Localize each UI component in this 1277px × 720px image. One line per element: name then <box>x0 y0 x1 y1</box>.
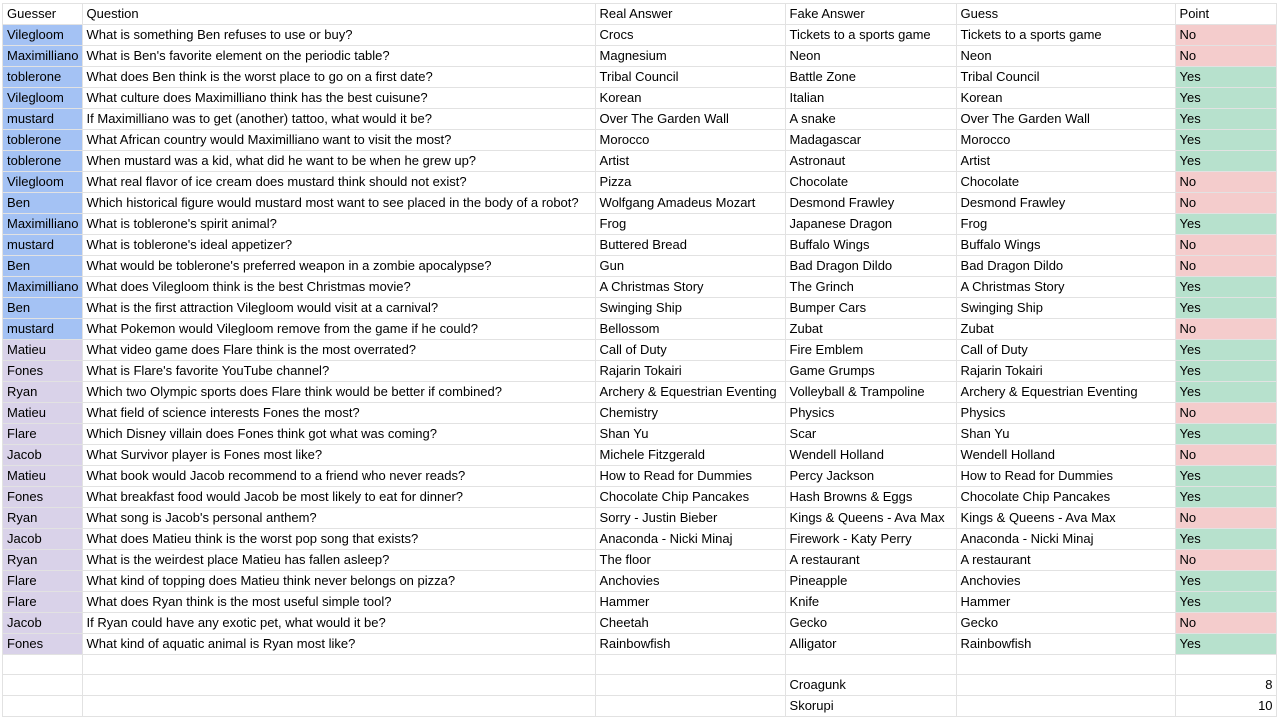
guess-cell[interactable]: Shan Yu <box>956 424 1175 445</box>
question-cell[interactable]: What is the first attraction Vilegloom would visit at a carnival? <box>82 298 595 319</box>
table-row <box>3 613 1277 634</box>
question-cell[interactable]: If Ryan could have any exotic pet, what would it be? <box>82 613 595 634</box>
question-cell[interactable]: What real flavor of ice cream does mustard think should not exist? <box>82 172 595 193</box>
guesser-cell[interactable]: Matieu <box>3 403 83 424</box>
question-cell[interactable]: What is Flare's favorite YouTube channel? <box>82 361 595 382</box>
fake-answer-cell[interactable]: Alligator <box>785 634 956 655</box>
header-guess[interactable]: Guess <box>956 4 1175 25</box>
total-team-name[interactable]: Croagunk <box>785 675 956 696</box>
point-cell[interactable]: Yes <box>1175 151 1276 172</box>
point-cell[interactable]: Yes <box>1175 466 1276 487</box>
fake-answer-cell[interactable]: Volleyball & Trampoline <box>785 382 956 403</box>
real-answer-cell[interactable]: Frog <box>595 214 785 235</box>
point-cell[interactable]: Yes <box>1175 361 1276 382</box>
question-cell[interactable]: What does Matieu think is the worst pop song that exists? <box>82 529 595 550</box>
empty-cell[interactable] <box>595 675 785 696</box>
table-row <box>3 319 1277 340</box>
real-answer-cell[interactable]: Archery & Equestrian Eventing <box>595 382 785 403</box>
table-row <box>3 592 1277 613</box>
empty-cell[interactable] <box>956 655 1175 675</box>
table-row <box>3 88 1277 109</box>
fake-answer-cell[interactable]: Astronaut <box>785 151 956 172</box>
fake-answer-cell[interactable]: Battle Zone <box>785 67 956 88</box>
table-row <box>3 25 1277 46</box>
guesser-cell[interactable]: Flare <box>3 424 83 445</box>
fake-answer-cell[interactable]: Physics <box>785 403 956 424</box>
guesser-cell[interactable]: Fones <box>3 487 83 508</box>
real-answer-cell[interactable]: Michele Fitzgerald <box>595 445 785 466</box>
guesser-cell[interactable]: Ben <box>3 298 83 319</box>
guess-cell[interactable]: Gecko <box>956 613 1175 634</box>
question-cell[interactable]: What does Vilegloom think is the best Christmas movie? <box>82 277 595 298</box>
point-cell[interactable]: Yes <box>1175 634 1276 655</box>
empty-cell[interactable] <box>82 655 595 675</box>
real-answer-cell[interactable]: Buttered Bread <box>595 235 785 256</box>
guess-cell[interactable]: Zubat <box>956 319 1175 340</box>
question-cell[interactable]: What Survivor player is Fones most like? <box>82 445 595 466</box>
empty-cell[interactable] <box>956 696 1175 717</box>
total-team-name[interactable]: Skorupi <box>785 696 956 717</box>
real-answer-cell[interactable]: Bellossom <box>595 319 785 340</box>
guess-cell[interactable]: Artist <box>956 151 1175 172</box>
real-answer-cell[interactable]: Morocco <box>595 130 785 151</box>
guesser-cell[interactable]: Flare <box>3 592 83 613</box>
question-cell[interactable]: Which Disney villain does Fones think got what was coming? <box>82 424 595 445</box>
point-cell[interactable]: No <box>1175 319 1276 340</box>
real-answer-cell[interactable]: Call of Duty <box>595 340 785 361</box>
point-cell[interactable]: Yes <box>1175 277 1276 298</box>
real-answer-cell[interactable]: Sorry - Justin Bieber <box>595 508 785 529</box>
point-cell[interactable]: Yes <box>1175 571 1276 592</box>
guesser-cell[interactable]: Vilegloom <box>3 88 83 109</box>
real-answer-cell[interactable]: Rainbowfish <box>595 634 785 655</box>
question-cell[interactable]: What is the weirdest place Matieu has fallen asleep? <box>82 550 595 571</box>
point-cell[interactable]: Yes <box>1175 340 1276 361</box>
real-answer-cell[interactable]: Rajarin Tokairi <box>595 361 785 382</box>
real-answer-cell[interactable]: Wolfgang Amadeus Mozart <box>595 193 785 214</box>
fake-answer-cell[interactable]: Bumper Cars <box>785 298 956 319</box>
fake-answer-cell[interactable]: Madagascar <box>785 130 956 151</box>
point-cell[interactable]: Yes <box>1175 382 1276 403</box>
fake-answer-cell[interactable]: Percy Jackson <box>785 466 956 487</box>
fake-answer-cell[interactable]: Tickets to a sports game <box>785 25 956 46</box>
table-row <box>3 634 1277 655</box>
guess-cell[interactable]: Anchovies <box>956 571 1175 592</box>
question-cell[interactable]: When mustard was a kid, what did he want to be when he grew up? <box>82 151 595 172</box>
empty-cell[interactable] <box>785 655 956 675</box>
point-cell[interactable]: No <box>1175 403 1276 424</box>
guesser-cell[interactable]: Matieu <box>3 340 83 361</box>
guesser-cell[interactable]: toblerone <box>3 67 83 88</box>
real-answer-cell[interactable]: How to Read for Dummies <box>595 466 785 487</box>
real-answer-cell[interactable]: Magnesium <box>595 46 785 67</box>
guesser-cell[interactable]: Vilegloom <box>3 172 83 193</box>
table-row <box>3 550 1277 571</box>
guesser-cell[interactable]: Flare <box>3 571 83 592</box>
guesser-cell[interactable]: Fones <box>3 634 83 655</box>
fake-answer-cell[interactable]: A snake <box>785 109 956 130</box>
real-answer-cell[interactable]: Tribal Council <box>595 67 785 88</box>
fake-answer-cell[interactable]: Fire Emblem <box>785 340 956 361</box>
empty-cell[interactable] <box>595 655 785 675</box>
question-cell[interactable]: What is toblerone's spirit animal? <box>82 214 595 235</box>
table-row <box>3 403 1277 424</box>
question-cell[interactable]: What would be toblerone's preferred weapon in a zombie apocalypse? <box>82 256 595 277</box>
table-row <box>3 151 1277 172</box>
empty-cell[interactable] <box>3 696 83 717</box>
question-cell[interactable]: What Pokemon would Vilegloom remove from the game if he could? <box>82 319 595 340</box>
point-cell[interactable]: Yes <box>1175 592 1276 613</box>
real-answer-cell[interactable]: Pizza <box>595 172 785 193</box>
table-row <box>3 214 1277 235</box>
question-cell[interactable]: What is something Ben refuses to use or buy? <box>82 25 595 46</box>
guesser-cell[interactable]: toblerone <box>3 151 83 172</box>
fake-answer-cell[interactable]: Firework - Katy Perry <box>785 529 956 550</box>
question-cell[interactable]: What field of science interests Fones the most? <box>82 403 595 424</box>
question-cell[interactable]: Which historical figure would mustard most want to see placed in the body of a robot? <box>82 193 595 214</box>
point-cell[interactable]: No <box>1175 235 1276 256</box>
total-row <box>3 696 1277 717</box>
fake-answer-cell[interactable]: Italian <box>785 88 956 109</box>
guess-cell[interactable]: Kings & Queens - Ava Max <box>956 508 1175 529</box>
guesser-cell[interactable]: Maximilliano <box>3 277 83 298</box>
point-cell[interactable]: Yes <box>1175 214 1276 235</box>
point-cell[interactable]: Yes <box>1175 130 1276 151</box>
total-row <box>3 675 1277 696</box>
question-cell[interactable]: What video game does Flare think is the most overrated? <box>82 340 595 361</box>
real-answer-cell[interactable]: Cheetah <box>595 613 785 634</box>
table-row <box>3 298 1277 319</box>
question-cell[interactable]: What kind of topping does Matieu think never belongs on pizza? <box>82 571 595 592</box>
question-cell[interactable]: What breakfast food would Jacob be most likely to eat for dinner? <box>82 487 595 508</box>
question-cell[interactable]: Which two Olympic sports does Flare think would be better if combined? <box>82 382 595 403</box>
fake-answer-cell[interactable]: Japanese Dragon <box>785 214 956 235</box>
guesser-cell[interactable]: mustard <box>3 235 83 256</box>
guess-cell[interactable]: Chocolate <box>956 172 1175 193</box>
spreadsheet-grid <box>2 3 1277 717</box>
table-row <box>3 256 1277 277</box>
table-row <box>3 571 1277 592</box>
guess-cell[interactable]: Morocco <box>956 130 1175 151</box>
guess-cell[interactable]: Swinging Ship <box>956 298 1175 319</box>
guess-cell[interactable]: Chocolate Chip Pancakes <box>956 487 1175 508</box>
header-fake-answer[interactable]: Fake Answer <box>785 4 956 25</box>
fake-answer-cell[interactable]: Scar <box>785 424 956 445</box>
table-row <box>3 382 1277 403</box>
empty-cell[interactable] <box>3 675 83 696</box>
guess-cell[interactable]: Physics <box>956 403 1175 424</box>
table-row <box>3 172 1277 193</box>
guesser-cell[interactable]: Fones <box>3 361 83 382</box>
guess-cell[interactable]: Buffalo Wings <box>956 235 1175 256</box>
table-row <box>3 508 1277 529</box>
total-score[interactable]: 8 <box>1175 675 1276 696</box>
fake-answer-cell[interactable]: Gecko <box>785 613 956 634</box>
table-row <box>3 235 1277 256</box>
header-point[interactable]: Point <box>1175 4 1276 25</box>
guesser-cell[interactable]: toblerone <box>3 130 83 151</box>
total-score[interactable]: 10 <box>1175 696 1276 717</box>
header-row <box>3 4 1277 25</box>
table-row <box>3 109 1277 130</box>
point-cell[interactable]: No <box>1175 445 1276 466</box>
table-row <box>3 466 1277 487</box>
guesser-cell[interactable]: Jacob <box>3 613 83 634</box>
guesser-cell[interactable]: Ryan <box>3 508 83 529</box>
question-cell[interactable]: What song is Jacob's personal anthem? <box>82 508 595 529</box>
guesser-cell[interactable]: Ben <box>3 193 83 214</box>
table-row <box>3 193 1277 214</box>
question-cell[interactable]: What does Ben think is the worst place to go on a first date? <box>82 67 595 88</box>
fake-answer-cell[interactable]: Desmond Frawley <box>785 193 956 214</box>
point-cell[interactable]: Yes <box>1175 487 1276 508</box>
header-question[interactable]: Question <box>82 4 595 25</box>
question-cell[interactable]: What culture does Maximilliano think has the best cuisune? <box>82 88 595 109</box>
guess-cell[interactable]: A restaurant <box>956 550 1175 571</box>
table-row <box>3 67 1277 88</box>
empty-cell[interactable] <box>3 655 83 675</box>
point-cell[interactable]: Yes <box>1175 109 1276 130</box>
question-cell[interactable]: What book would Jacob recommend to a friend who never reads? <box>82 466 595 487</box>
fake-answer-cell[interactable]: Buffalo Wings <box>785 235 956 256</box>
guess-cell[interactable]: Wendell Holland <box>956 445 1175 466</box>
guess-cell[interactable]: Neon <box>956 46 1175 67</box>
table-row <box>3 487 1277 508</box>
point-cell[interactable]: No <box>1175 25 1276 46</box>
guess-cell[interactable]: Bad Dragon Dildo <box>956 256 1175 277</box>
question-cell[interactable]: If Maximilliano was to get (another) tattoo, what would it be? <box>82 109 595 130</box>
header-real-answer[interactable]: Real Answer <box>595 4 785 25</box>
guess-cell[interactable]: Rajarin Tokairi <box>956 361 1175 382</box>
question-cell[interactable]: What kind of aquatic animal is Ryan most like? <box>82 634 595 655</box>
guesser-cell[interactable]: Jacob <box>3 529 83 550</box>
table-row <box>3 529 1277 550</box>
point-cell[interactable]: Yes <box>1175 424 1276 445</box>
real-answer-cell[interactable]: Anchovies <box>595 571 785 592</box>
table-row <box>3 424 1277 445</box>
real-answer-cell[interactable]: Gun <box>595 256 785 277</box>
empty-cell[interactable] <box>82 696 595 717</box>
point-cell[interactable]: No <box>1175 172 1276 193</box>
fake-answer-cell[interactable]: Knife <box>785 592 956 613</box>
real-answer-cell[interactable]: Anaconda - Nicki Minaj <box>595 529 785 550</box>
point-cell[interactable]: No <box>1175 256 1276 277</box>
guess-cell[interactable]: Frog <box>956 214 1175 235</box>
fake-answer-cell[interactable]: Chocolate <box>785 172 956 193</box>
fake-answer-cell[interactable]: Neon <box>785 46 956 67</box>
guess-cell[interactable]: Desmond Frawley <box>956 193 1175 214</box>
empty-cell[interactable] <box>82 675 595 696</box>
guesser-cell[interactable]: mustard <box>3 109 83 130</box>
real-answer-cell[interactable]: Swinging Ship <box>595 298 785 319</box>
guess-cell[interactable]: Hammer <box>956 592 1175 613</box>
point-cell[interactable]: No <box>1175 613 1276 634</box>
point-cell[interactable]: No <box>1175 193 1276 214</box>
fake-answer-cell[interactable]: Wendell Holland <box>785 445 956 466</box>
real-answer-cell[interactable]: Chemistry <box>595 403 785 424</box>
table-row <box>3 46 1277 67</box>
guesser-cell[interactable]: Maximilliano <box>3 214 83 235</box>
fake-answer-cell[interactable]: A restaurant <box>785 550 956 571</box>
point-cell[interactable]: Yes <box>1175 67 1276 88</box>
real-answer-cell[interactable]: Crocs <box>595 25 785 46</box>
question-cell[interactable]: What is Ben's favorite element on the periodic table? <box>82 46 595 67</box>
real-answer-cell[interactable]: Artist <box>595 151 785 172</box>
guesser-cell[interactable]: Ryan <box>3 550 83 571</box>
guess-cell[interactable]: Korean <box>956 88 1175 109</box>
guess-cell[interactable]: A Christmas Story <box>956 277 1175 298</box>
header-guesser[interactable]: Guesser <box>3 4 83 25</box>
table-row <box>3 130 1277 151</box>
guesser-cell[interactable]: mustard <box>3 319 83 340</box>
guess-cell[interactable]: Tickets to a sports game <box>956 25 1175 46</box>
real-answer-cell[interactable]: The floor <box>595 550 785 571</box>
fake-answer-cell[interactable]: Game Grumps <box>785 361 956 382</box>
guess-cell[interactable]: How to Read for Dummies <box>956 466 1175 487</box>
table-row <box>3 445 1277 466</box>
fake-answer-cell[interactable]: The Grinch <box>785 277 956 298</box>
table-row <box>3 361 1277 382</box>
guess-cell[interactable]: Over The Garden Wall <box>956 109 1175 130</box>
guesser-cell[interactable]: Maximilliano <box>3 46 83 67</box>
guesser-cell[interactable]: Ben <box>3 256 83 277</box>
point-cell[interactable]: Yes <box>1175 529 1276 550</box>
fake-answer-cell[interactable]: Bad Dragon Dildo <box>785 256 956 277</box>
point-cell[interactable]: Yes <box>1175 298 1276 319</box>
real-answer-cell[interactable]: Over The Garden Wall <box>595 109 785 130</box>
table-row <box>3 340 1277 361</box>
guesser-cell[interactable]: Jacob <box>3 445 83 466</box>
empty-row <box>3 655 1277 675</box>
empty-cell[interactable] <box>956 675 1175 696</box>
guesser-cell[interactable]: Ryan <box>3 382 83 403</box>
table-row <box>3 277 1277 298</box>
empty-cell[interactable] <box>1175 655 1276 675</box>
point-cell[interactable]: Yes <box>1175 88 1276 109</box>
guesser-cell[interactable]: Vilegloom <box>3 25 83 46</box>
fake-answer-cell[interactable]: Kings & Queens - Ava Max <box>785 508 956 529</box>
question-cell[interactable]: What is toblerone's ideal appetizer? <box>82 235 595 256</box>
empty-cell[interactable] <box>595 696 785 717</box>
guess-cell[interactable]: Tribal Council <box>956 67 1175 88</box>
point-cell[interactable]: No <box>1175 46 1276 67</box>
question-cell[interactable]: What does Ryan think is the most useful simple tool? <box>82 592 595 613</box>
real-answer-cell[interactable]: A Christmas Story <box>595 277 785 298</box>
guess-cell[interactable]: Anaconda - Nicki Minaj <box>956 529 1175 550</box>
guess-cell[interactable]: Archery & Equestrian Eventing <box>956 382 1175 403</box>
fake-answer-cell[interactable]: Hash Browns & Eggs <box>785 487 956 508</box>
point-cell[interactable]: No <box>1175 550 1276 571</box>
point-cell[interactable]: No <box>1175 508 1276 529</box>
fake-answer-cell[interactable]: Pineapple <box>785 571 956 592</box>
real-answer-cell[interactable]: Chocolate Chip Pancakes <box>595 487 785 508</box>
guess-cell[interactable]: Call of Duty <box>956 340 1175 361</box>
question-cell[interactable]: What African country would Maximilliano want to visit the most? <box>82 130 595 151</box>
real-answer-cell[interactable]: Shan Yu <box>595 424 785 445</box>
guess-cell[interactable]: Rainbowfish <box>956 634 1175 655</box>
real-answer-cell[interactable]: Hammer <box>595 592 785 613</box>
real-answer-cell[interactable]: Korean <box>595 88 785 109</box>
fake-answer-cell[interactable]: Zubat <box>785 319 956 340</box>
guesser-cell[interactable]: Matieu <box>3 466 83 487</box>
